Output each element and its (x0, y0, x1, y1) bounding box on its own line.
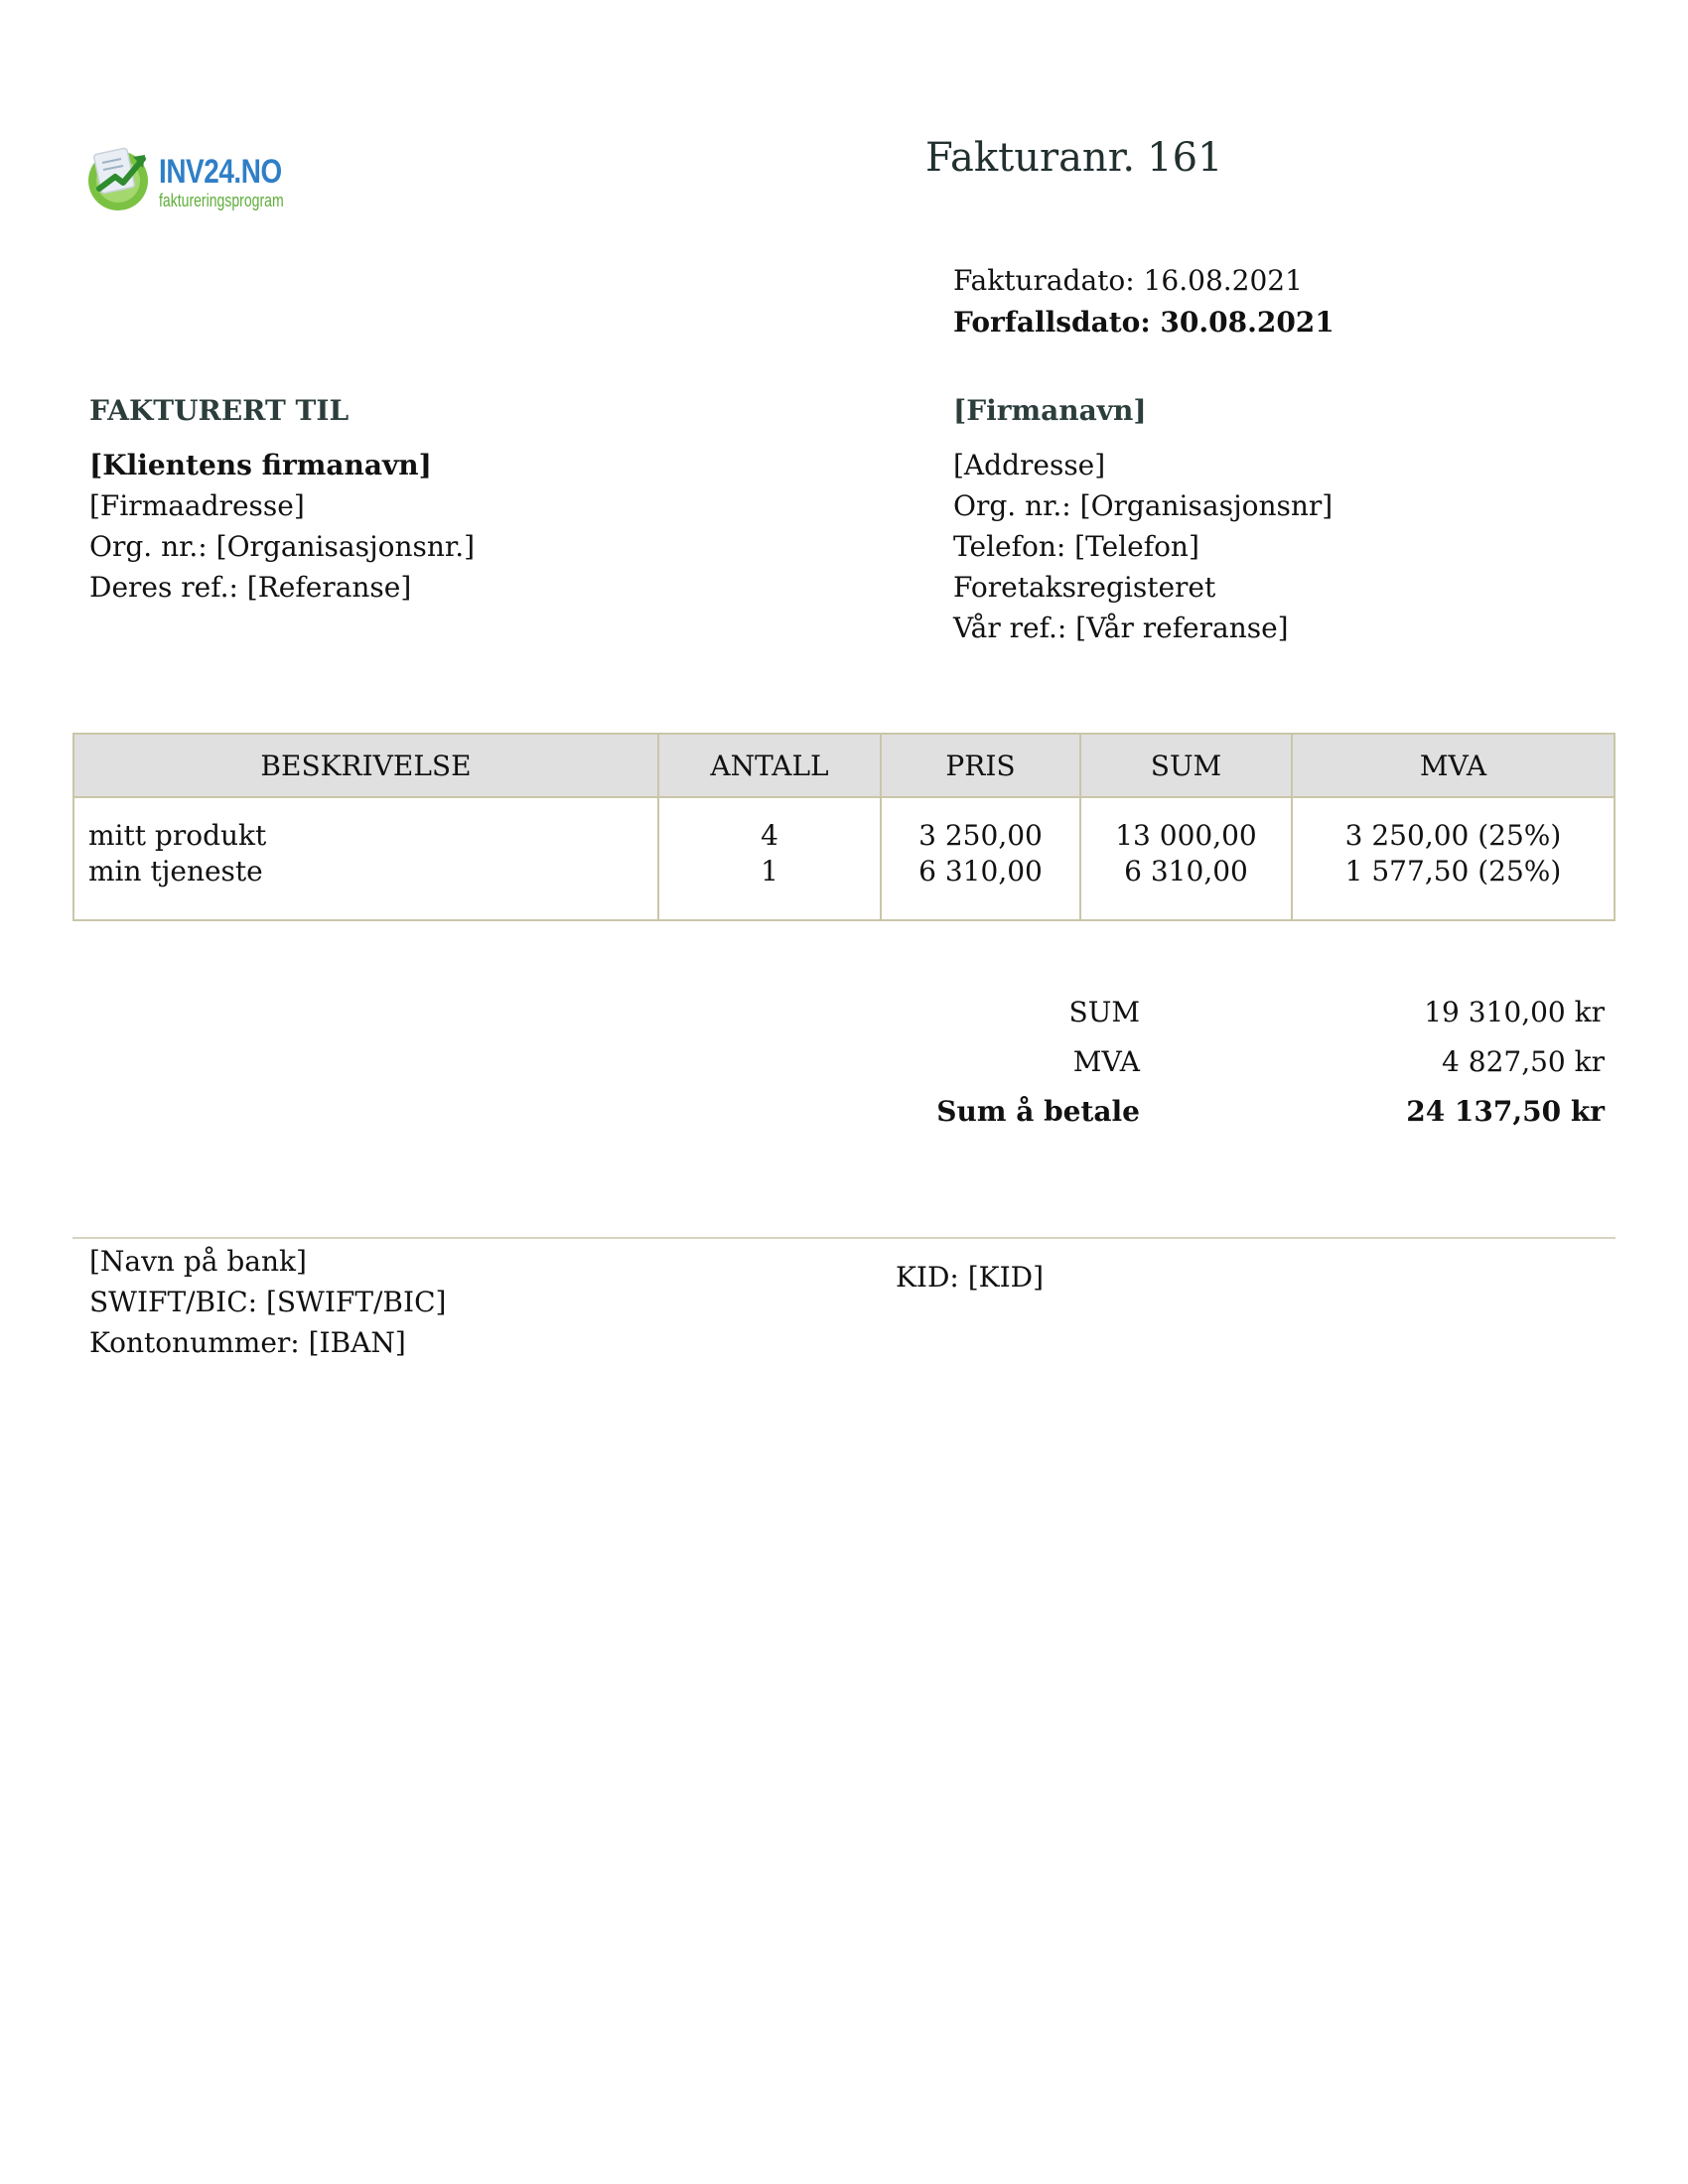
sender-reference: Vår ref.: [Vår referanse] (953, 612, 1289, 644)
cell-vats (1292, 797, 1615, 920)
client-org-number: Org. nr.: [Organisasjonsnr.] (89, 530, 476, 563)
subtotal-label: SUM (1068, 995, 1140, 1028)
header-vat: MVA (1292, 734, 1615, 797)
billed-to-heading: FAKTURERT TIL (89, 394, 350, 427)
vat-value: 4 827,50 kr (1442, 1044, 1605, 1078)
client-reference: Deres ref.: [Referanse] (89, 571, 412, 604)
bank-account: Kontonummer: [IBAN] (89, 1326, 406, 1359)
header-quantity: ANTALL (658, 734, 881, 797)
vat-label: MVA (1072, 1044, 1140, 1078)
client-address: [Firmaadresse] (89, 489, 305, 522)
row-2-description: min tjeneste (88, 855, 263, 887)
row-2-vat: 1 577,50 (25%) (1344, 855, 1562, 887)
invoice-title (925, 135, 1223, 181)
invoice-number: 161 (1147, 135, 1223, 181)
invoice-title-label: Fakturanr. (925, 135, 1136, 181)
brand-tagline: faktureringsprogram (159, 191, 284, 210)
table-header-row (73, 734, 1615, 797)
cell-sums (1080, 797, 1292, 920)
row-2-quantity: 1 (761, 855, 778, 887)
kid-number: KID: [KID] (896, 1261, 1045, 1294)
sender-heading: [Firmanavn] (953, 394, 1147, 427)
row-2-price: 6 310,00 (918, 855, 1043, 887)
vat-row (894, 1036, 1605, 1086)
row-1-price: 3 250,00 (918, 819, 1043, 852)
bank-swift: SWIFT/BIC: [SWIFT/BIC] (89, 1286, 447, 1318)
items-table (72, 733, 1616, 921)
row-2-sum: 6 310,00 (1124, 855, 1248, 887)
client-company: [Klientens firmanavn] (89, 449, 432, 481)
grand-total-row (894, 1086, 1605, 1136)
table-row (73, 797, 1615, 920)
header-sum: SUM (1080, 734, 1292, 797)
cell-descriptions (73, 797, 658, 920)
due-date: Forfallsdato: 30.08.2021 (953, 306, 1335, 339)
invoice-dates (953, 260, 1335, 343)
sender-block (953, 445, 1333, 648)
cell-quantities (658, 797, 881, 920)
row-1-sum: 13 000,00 (1115, 819, 1257, 852)
invoice-date: Fakturadato: 16.08.2021 (953, 264, 1303, 297)
sender-phone: Telefon: [Telefon] (953, 530, 1199, 563)
footer-divider (72, 1237, 1616, 1239)
header-price: PRIS (881, 734, 1080, 797)
grand-total-label: Sum å betale (936, 1094, 1140, 1128)
subtotal-value: 19 310,00 kr (1424, 995, 1605, 1028)
sender-org-number: Org. nr.: [Organisasjonsnr] (953, 489, 1334, 522)
cell-prices (881, 797, 1080, 920)
row-1-description: mitt produkt (88, 819, 267, 852)
brand-name: INV24.NO (159, 153, 282, 191)
row-1-vat: 3 250,00 (25%) (1344, 819, 1562, 852)
billed-to-block (89, 445, 475, 608)
grand-total-value: 24 137,50 kr (1406, 1094, 1605, 1128)
totals-block (894, 987, 1605, 1136)
subtotal-row (894, 987, 1605, 1036)
row-1-quantity: 4 (761, 819, 778, 852)
bank-details (89, 1241, 446, 1363)
bank-name: [Navn på bank] (89, 1245, 307, 1278)
sender-address: [Addresse] (953, 449, 1106, 481)
header-description: BESKRIVELSE (73, 734, 658, 797)
brand-logo (85, 143, 314, 218)
logo-mark-icon (85, 143, 155, 212)
sender-registry: Foretaksregisteret (953, 571, 1216, 604)
